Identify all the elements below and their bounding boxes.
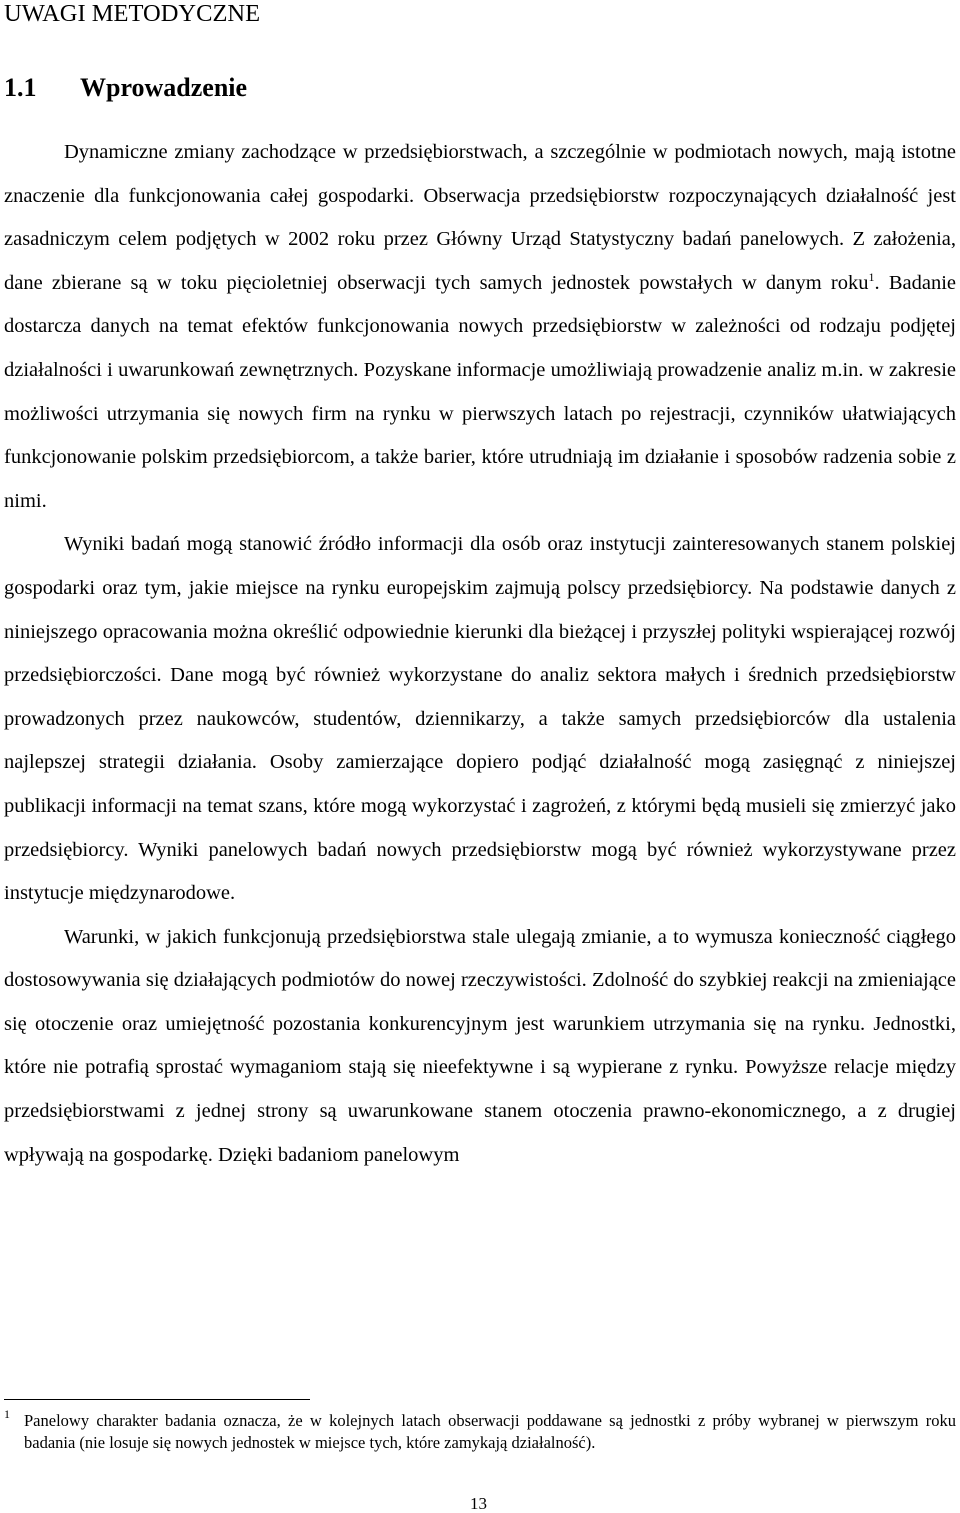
section-title: Wprowadzenie (80, 73, 248, 102)
section-heading (4, 72, 247, 104)
paragraph-3: Warunki, w jakich funkcjonują przedsiębiorstwa stale ulegają zmianie, a to wymusza konieczność ciągłego dostosowywania się działających podmiotów do nowej rzeczywistości. Zdolność do szybkiej reakcji na zmieniające się otoczenie oraz umiejętność pozostania konkurencyjnym jest warunkiem utrzymania się na rynku. Jednostki, które nie potrafią sprostać wymaganiom stają się nieefektywne i są wypierane z rynku. Powyższe relacje między przedsiębiorstwami z jednej strony są uwarunkowane stanem otoczenia prawno-ekonomicznego, a z drugiej wpływają na gospodarkę. Dzięki badaniom panelowym (4, 925, 956, 1166)
footnote-text: Panelowy charakter badania oznacza, że w kolejnych latach obserwacji poddawane są jednostki z próby wybranej w pierwszym roku badania (nie losuje się nowych jednostek w miejsce tych, które zamykają działalność). (24, 1411, 956, 1452)
paragraph-1-text-continued: . Badanie dostarcza danych na temat efektów funkcjonowania nowych przedsiębiorstw w zależności od rodzaju podjętej działalności i uwarunkowań zewnętrznych. Pozyskane informacje umożliwiają prowadzenie analiz m.in. w zakresie możliwości utrzymania się nowych firm na rynku w pierwszych latach po rejestracji, czynników ułatwiających funkcjonowanie polskim przedsiębiorcom, a także barier, które utrudniają im działanie i sposobów radzenia sobie z nimi. (4, 271, 956, 512)
footnote-reference[interactable]: 1 (868, 269, 875, 284)
section-number: 1.1 (4, 73, 37, 102)
paragraph-2: Wyniki badań mogą stanowić źródło informacji dla osób oraz instytucji zainteresowanych stanem polskiej gospodarki oraz tym, jakie miejsce na rynku europejskim zajmują polscy przedsiębiorcy. Na podstawie danych z niniejszego opracowania można określić odpowiednie kierunki dla bieżącej i przyszłej polityki wspierającej rozwój przedsiębiorczości. Dane mogą być również wykorzystane do analiz sektora małych i średnich przedsiębiorstw prowadzonych przez naukowców, studentów, dziennikarzy, a także samych przedsiębiorców dla ustalenia najlepszej strategii działania. Osoby zamierzające dopiero podjąć działalność mogą zasięgnąć z niniejszej publikacji informacji na temat szans, które mogą wykorzystać i zagrożeń, z którymi będą musieli się zmierzyć jako przedsiębiorcy. Wyniki panelowych badań nowych przedsiębiorstw mogą być również wykorzystywane przez instytucje międzynarodowe. (4, 533, 956, 905)
document-title: UWAGI METODYCZNE (4, 0, 261, 27)
footnote-mark: 1 (4, 1407, 10, 1421)
footnote (4, 1407, 956, 1453)
paragraph-1 (4, 131, 956, 523)
paragraph-1-text: Dynamiczne zmiany zachodzące w przedsiębiorstwach, a szczególnie w podmiotach nowych, mają istotne znaczenie dla funkcjonowania całej gospodarki. Obserwacja przedsiębiorstw rozpoczynających działalność jest zasadniczym celem podjętych w 2002 roku przez Główny Urząd Statystyczny badań panelowych. Z założenia, dane zbierane są w toku pięcioletniej obserwacji tych samych jednostek powstałych w danym roku (4, 141, 956, 294)
footnote-separator (4, 1399, 310, 1400)
document-page (4, 0, 956, 1513)
page-number: 13 (470, 1494, 487, 1513)
body-text (4, 131, 956, 1177)
